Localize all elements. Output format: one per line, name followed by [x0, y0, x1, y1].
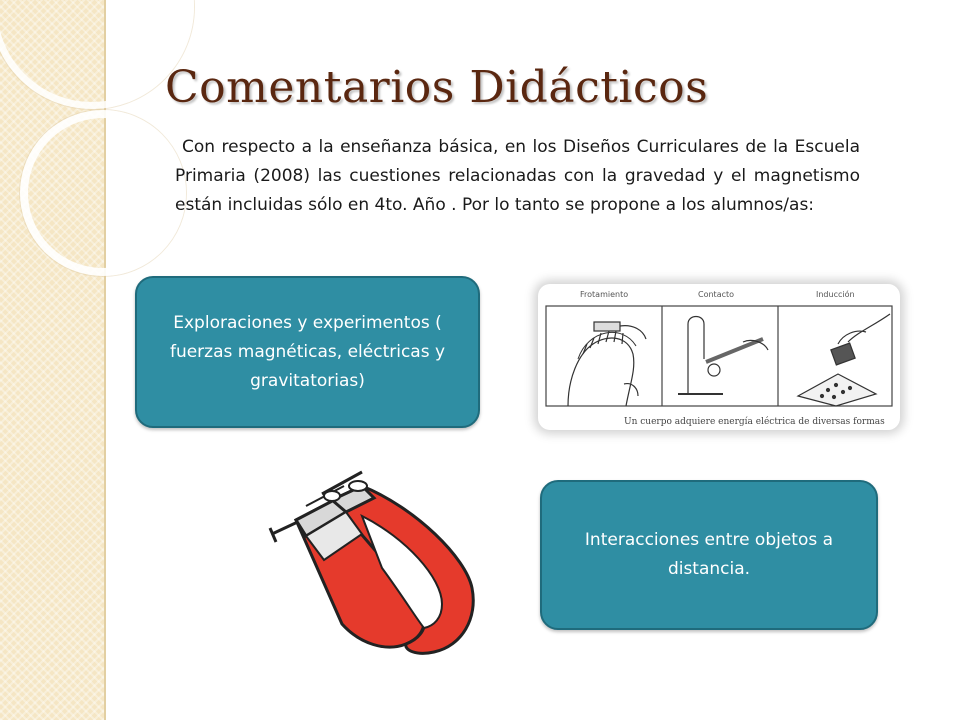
- exploraciones-text: Exploraciones y experimentos ( fuerzas magnéticas, eléctricas y gravitatorias): [169, 312, 446, 391]
- illustration-caption: Un cuerpo adquiere energía eléctrica de diversas formas: [624, 417, 885, 427]
- panel-label-frotamiento: Frotamiento: [580, 290, 629, 299]
- decorative-ring: [20, 110, 186, 276]
- electroscope-drawing: [678, 317, 768, 395]
- interacciones-box: [540, 480, 878, 630]
- exploraciones-box: [135, 276, 480, 428]
- panel-label-contacto: Contacto: [698, 290, 735, 299]
- interacciones-text: Interacciones entre objetos a distancia.: [584, 530, 834, 579]
- electrification-illustration: [538, 284, 900, 430]
- head-comb-drawing: [568, 322, 646, 406]
- horseshoe-magnet-icon: [266, 468, 486, 662]
- panel-label-induccion: Inducción: [816, 290, 855, 299]
- slide-title: Comentarios Didácticos: [165, 62, 709, 113]
- induction-drawing: [798, 314, 890, 406]
- decorative-side-band: [0, 0, 106, 720]
- intro-paragraph: Con respecto a la enseñanza básica, en los Diseños Curriculares de la Escuela Primaria (2008) las cuestiones relacionadas con la gravedad y el magnetismo están incluidas sólo en 4to. Año . Por lo tanto se propone a los alumnos/as:: [175, 137, 860, 215]
